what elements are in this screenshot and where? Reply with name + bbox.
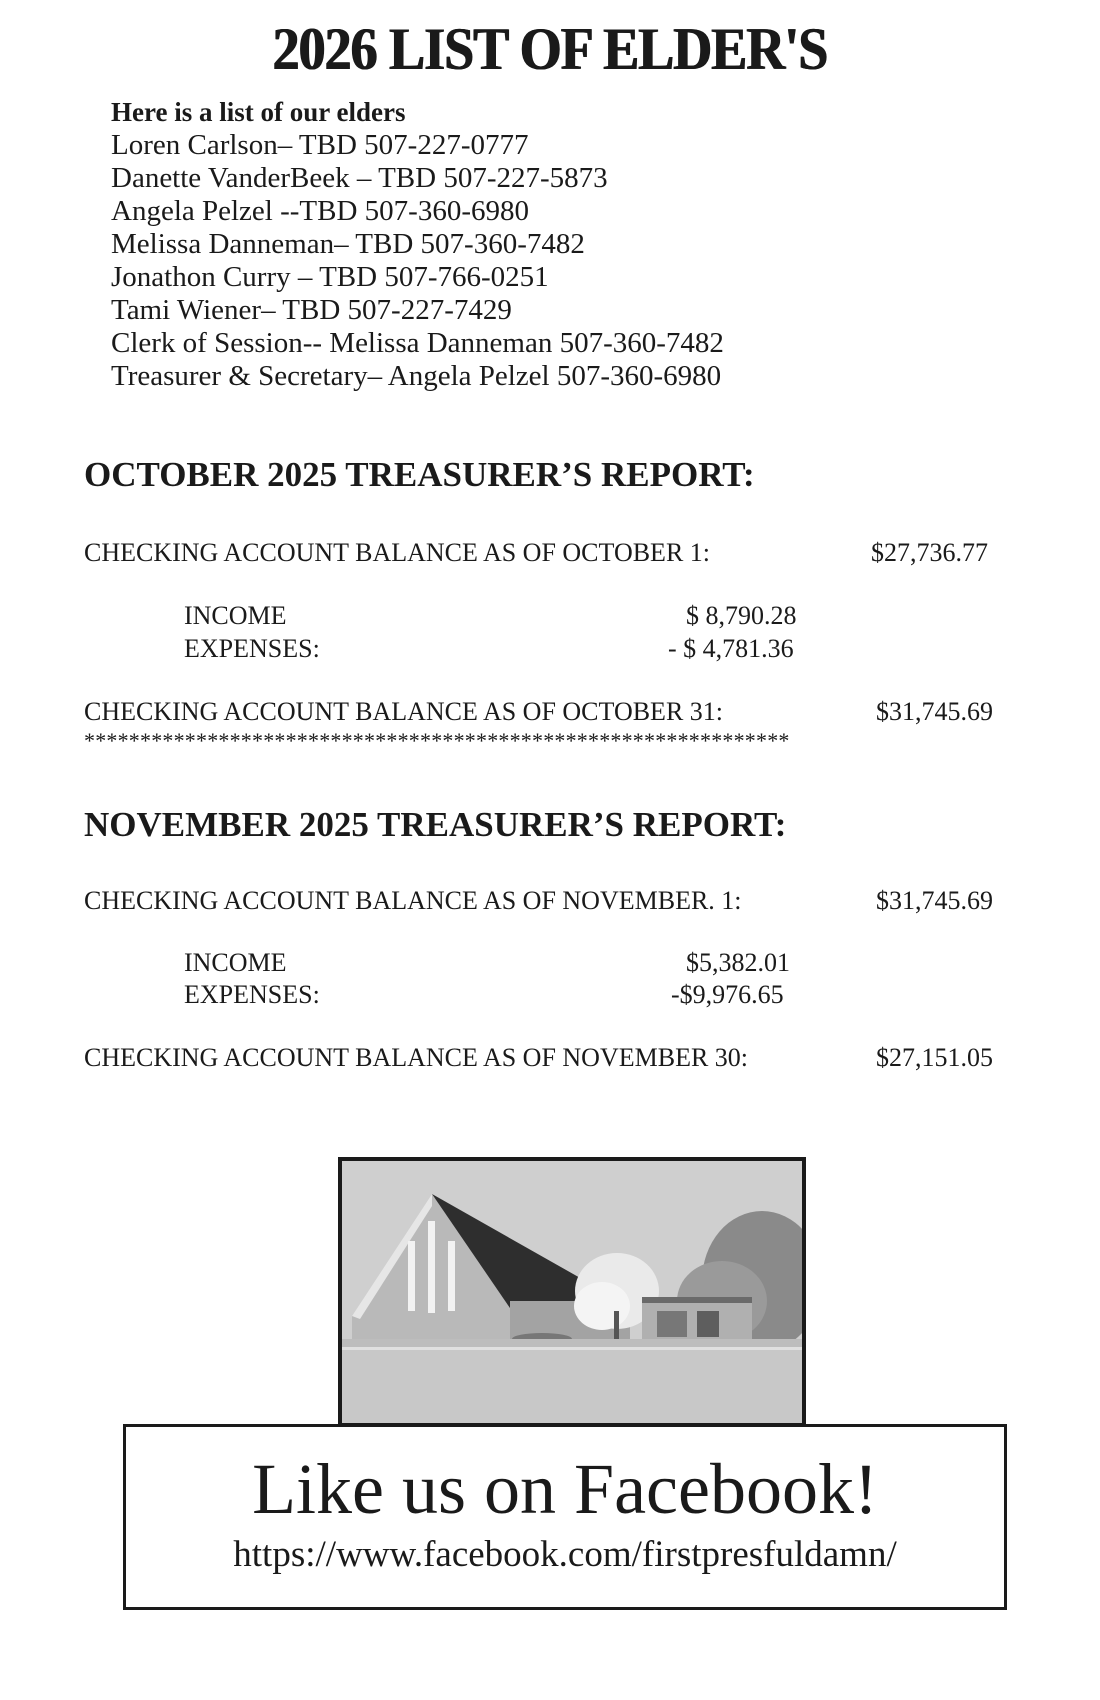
october-opening-value: $27,736.77 xyxy=(871,538,988,567)
elder-line: Treasurer & Secretary– Angela Pelzel 507-360-6980 xyxy=(111,360,722,392)
october-closing-label: CHECKING ACCOUNT BALANCE AS OF OCTOBER 31: xyxy=(84,697,724,726)
november-closing-value: $27,151.05 xyxy=(876,1043,993,1072)
november-closing-label: CHECKING ACCOUNT BALANCE AS OF NOVEMBER 30: xyxy=(84,1043,749,1072)
elder-line: Clerk of Session-- Melissa Danneman 507-360-7482 xyxy=(111,327,724,359)
facebook-url-link[interactable]: https://www.facebook.com/firstpresfuldamn/ xyxy=(233,1534,897,1575)
october-income-label: INCOME xyxy=(184,601,287,630)
page-title: 2026 LIST OF ELDER'S xyxy=(272,15,828,83)
november-income-value: $5,382.01 xyxy=(686,948,790,977)
elder-line: Melissa Danneman– TBD 507-360-7482 xyxy=(111,228,585,260)
elder-line: Angela Pelzel --TBD 507-360-6980 xyxy=(111,195,529,227)
church-photo xyxy=(338,1157,806,1427)
november-report-heading: NOVEMBER 2025 TREASURER’S REPORT: xyxy=(84,805,787,844)
october-report-heading: OCTOBER 2025 TREASURER’S REPORT: xyxy=(84,455,755,494)
october-opening-label: CHECKING ACCOUNT BALANCE AS OF OCTOBER 1: xyxy=(84,538,711,567)
october-closing-value: $31,745.69 xyxy=(876,697,993,726)
section-separator: *************************************************************** xyxy=(84,728,790,753)
elder-line: Jonathon Curry – TBD 507-766-0251 xyxy=(111,261,549,293)
november-expenses-label: EXPENSES: xyxy=(184,980,320,1009)
october-income-value: $ 8,790.28 xyxy=(686,601,797,630)
october-expenses-label: EXPENSES: xyxy=(184,634,320,663)
october-expenses-value: - $ 4,781.36 xyxy=(668,634,794,663)
elder-line: Danette VanderBeek – TBD 507-227-5873 xyxy=(111,162,608,194)
elder-line: Loren Carlson– TBD 507-227-0777 xyxy=(111,129,529,161)
church-illustration xyxy=(342,1161,802,1423)
facebook-callout xyxy=(123,1424,1007,1610)
november-income-label: INCOME xyxy=(184,948,287,977)
elder-line: Tami Wiener– TBD 507-227-7429 xyxy=(111,294,512,326)
facebook-title: Like us on Facebook! xyxy=(252,1449,878,1529)
elders-list xyxy=(111,96,1011,393)
elders-intro: Here is a list of our elders xyxy=(111,97,406,127)
november-expenses-value: -$9,976.65 xyxy=(671,980,784,1009)
november-opening-value: $31,745.69 xyxy=(876,886,993,915)
november-opening-label: CHECKING ACCOUNT BALANCE AS OF NOVEMBER. 1: xyxy=(84,886,742,915)
